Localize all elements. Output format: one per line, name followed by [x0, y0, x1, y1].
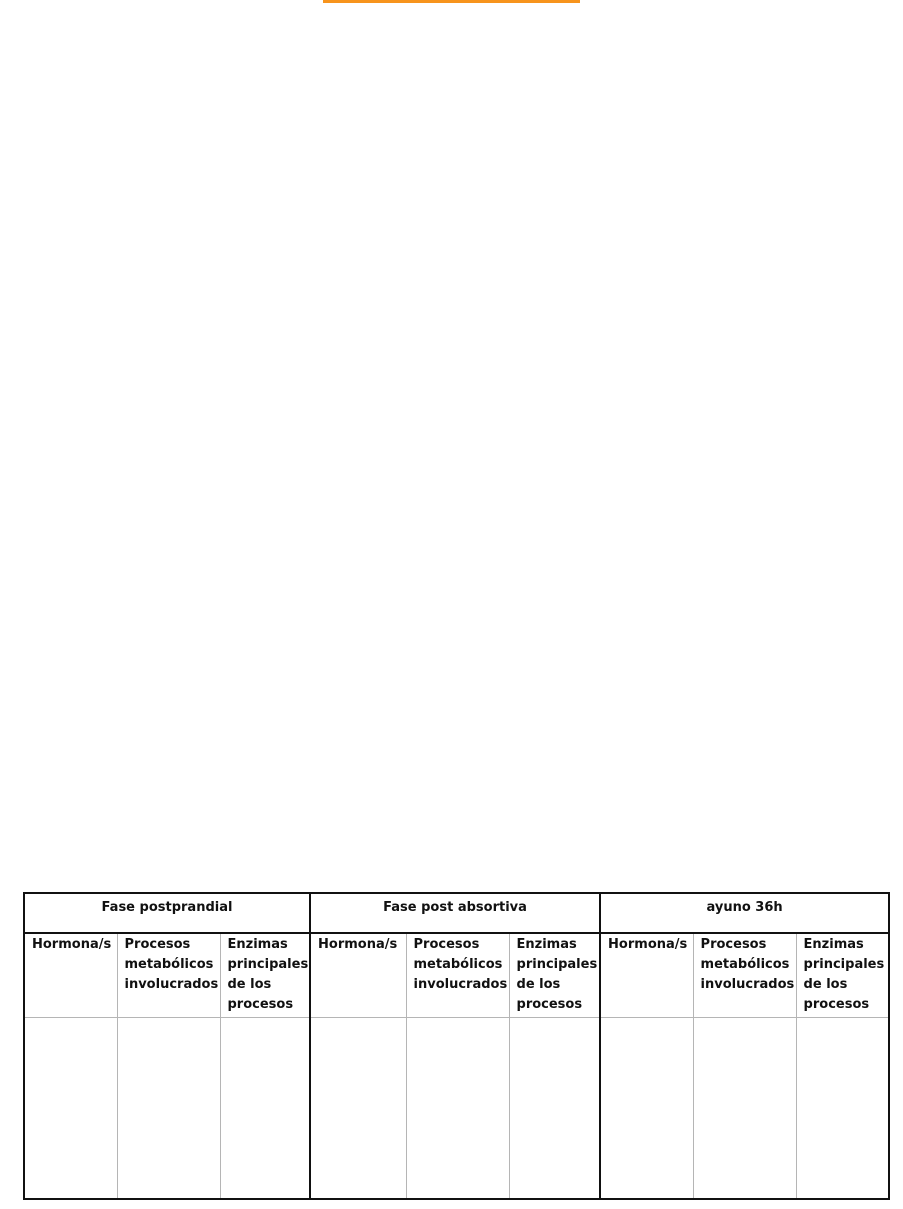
col-enzimas-postprandial: Enzimas principales de los procesos — [220, 933, 310, 1018]
col-procesos-postprandial: Procesos metabólicos involucrados — [117, 933, 220, 1018]
table-row — [24, 1018, 889, 1200]
orange-accent-bar — [323, 0, 580, 3]
cell-procesos-ayuno[interactable] — [693, 1018, 796, 1200]
phase-title-post-absortiva: Fase post absortiva — [383, 900, 527, 915]
column-header-row — [24, 933, 889, 1018]
cell-procesos-post-absortiva[interactable] — [406, 1018, 509, 1200]
col-hormonas-ayuno: Hormona/s — [600, 933, 693, 1018]
phase-title-ayuno-36h: ayuno 36h — [706, 900, 783, 915]
cell-enzimas-post-absortiva[interactable] — [509, 1018, 600, 1200]
cell-hormonas-ayuno[interactable] — [600, 1018, 693, 1200]
col-procesos-ayuno: Procesos metabólicos involucrados — [693, 933, 796, 1018]
col-procesos-post-absortiva: Procesos metabólicos involucrados — [406, 933, 509, 1018]
col-hormonas-postprandial: Hormona/s — [24, 933, 117, 1018]
metabolic-phases-table — [23, 892, 890, 1200]
phase-header-ayuno-36h — [600, 893, 889, 933]
phase-header-post-absortiva — [310, 893, 600, 933]
col-enzimas-post-absortiva: Enzimas principales de los procesos — [509, 933, 600, 1018]
phase-header-postprandial — [24, 893, 310, 933]
cell-enzimas-ayuno[interactable] — [796, 1018, 889, 1200]
cell-hormonas-post-absortiva[interactable] — [310, 1018, 406, 1200]
cell-enzimas-postprandial[interactable] — [220, 1018, 310, 1200]
phase-header-row — [24, 893, 889, 933]
cell-procesos-postprandial[interactable] — [117, 1018, 220, 1200]
phase-title-postprandial: Fase postprandial — [101, 900, 233, 915]
cell-hormonas-postprandial[interactable] — [24, 1018, 117, 1200]
col-enzimas-ayuno: Enzimas principales de los procesos — [796, 933, 889, 1018]
col-hormonas-post-absortiva: Hormona/s — [310, 933, 406, 1018]
